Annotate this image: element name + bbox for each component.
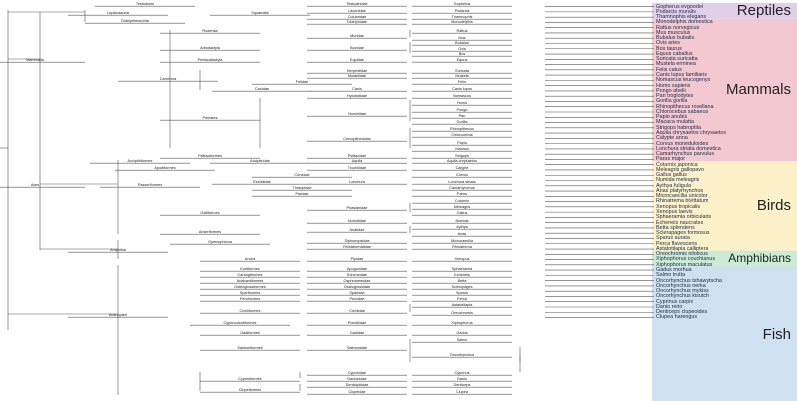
species-label: Papio anubis [656,114,688,121]
taxon-node-label: Accipitriformes [127,159,153,163]
species-label: Camarhynchus parvulus [656,151,715,158]
taxon-node-label: Cyprinodontiformes [223,321,257,325]
taxon-node-label: Osteoglossidae [343,285,371,289]
taxon-node-label: Macaca [455,147,469,151]
taxon-node-label: Pongo [456,108,468,112]
taxon-node-label: Danio [457,377,467,381]
taxon-node-label: Siphonopsidae [344,239,370,243]
taxon-node-label: Pan [458,114,466,118]
species-label: Gopherus evgoodei [656,3,704,10]
taxon-node-label: Felidae [295,80,309,84]
taxon-node-label: Passeriformes [137,183,163,187]
taxon-node-label: Artiodactyla [200,46,220,50]
species-label: Salmo trutta [656,272,686,279]
taxon-node-label: Clupea [455,390,469,394]
taxon-node-label: Salmo [456,338,468,342]
taxon-node-label: Didelphidae [346,20,368,24]
taxon-node-label: Podarcis [454,9,470,13]
species-label: Strigops habroptila [656,124,701,131]
taxon-node-label: Gallus [456,211,468,215]
taxon-node-label: Squamata [251,11,269,15]
taxon-node-label: Anas [457,232,467,236]
taxon-node-label: Bovidae [350,46,364,50]
taxon-node-label: Perissodactyla [197,58,223,62]
taxon-node-label: Gymnophiona [208,240,232,244]
taxon-node-label: Bos [458,52,466,56]
taxon-node-label: Cyprinus [454,371,470,375]
taxon-node-label: Cyprinidae [347,371,367,375]
taxon-node-label: Corvidae [294,173,310,177]
taxon-node-label: Hominidae [347,112,367,116]
taxon-node-label: Denticeps [453,383,471,387]
taxon-node-label: Canidae [254,87,270,91]
taxon-node-label: Muridae [350,34,364,38]
taxon-node-label: Pipidae [350,257,364,261]
taxon-node-label: Gadus [456,331,468,335]
species-label: Suricata suricatta [656,56,698,63]
taxon-node-label: Bubalus [455,41,469,45]
species-label: Denticeps clupeoides [656,309,708,316]
species-label: Numida meleagris [656,177,700,184]
taxon-node-label: Osphronemidae [343,279,371,283]
taxon-node-label: Coturnix [454,199,470,203]
taxon-node-label: Gadiformes [240,331,260,335]
species-label: Chlorocebus sabaeus [656,108,709,115]
taxon-node-label: Anura [244,257,256,261]
taxon-node-label: Anabantiformes [236,279,264,283]
taxon-node-label: Thamnophis [451,15,473,19]
taxon-node-label: Mammalia [26,58,44,62]
species-label: Bos taurus [656,45,682,52]
taxon-node-label: Gadidae [349,331,365,335]
taxon-node-label: Lepidosauria [107,11,129,15]
taxon-node-label: Perca [457,297,467,301]
species-label: Danio rerio [656,303,683,310]
species-label: Aythya fuligula [656,182,691,189]
taxon-node-label: Aves [30,183,40,187]
taxon-node-label: Danionidae [347,377,367,381]
taxon-node-label: Mus [458,36,466,40]
species-label: Sphaeramia orbicularis [656,214,712,221]
taxon-node-label: Thraupidae [292,186,312,190]
taxon-node-label: Equidae [350,58,364,62]
species-label: Astatotilapia calliptera [656,245,709,252]
species-label: Xiphophorus maculatus [656,261,713,268]
species-label: Oncorhynchus mykiss [656,288,709,295]
taxon-node-label: Hylobatidae [346,94,368,98]
taxon-node-label: Testudines [135,2,155,6]
taxon-node-label: Meleagris [453,205,471,209]
taxon-node-label: Camarhynchus [449,186,475,190]
taxon-node-label: Rodentia [202,29,218,33]
taxon-node-label: Oreochromis [451,311,473,315]
taxon-node-label: Cichlidae [349,309,365,313]
taxon-node-label: Echeneis [454,273,470,277]
species-label: Betta splendens [656,224,695,231]
species-label: Mustela erminea [656,61,696,68]
taxon-node-label: Psittacidae [347,154,367,158]
taxon-node-label: Denticipitidae [345,383,369,387]
species-label: Canis lupus familiaris [656,72,707,78]
species-label: Felis catus [656,66,682,73]
species-label: Anas platyrhynchos [656,187,704,194]
species-label: Mus musculus [656,29,691,36]
species-label: Oreochromis niloticus [656,251,708,258]
taxon-node-label: Didelphimorphia [121,19,149,23]
tree-branches [0,6,654,395]
species-label: Clupea harengus [656,314,698,321]
taxon-node-label: Psittaciformes [198,154,222,158]
species-label: Equus caballus [656,50,693,57]
taxon-node-label: Canis [352,87,362,91]
species-label: Xenopus laevis [656,209,693,216]
species-label: Rattus norvegicus [656,24,700,31]
taxon-node-label: Salmonidae [346,346,368,350]
taxon-node-label: Strigops [455,154,469,158]
taxon-node-label: Primates [202,116,218,120]
species-label: Lonchura striata domestica [656,145,721,152]
species-label: Gallus gallus [656,172,687,179]
species-label: Thamnophis elegans [656,14,707,21]
taxon-node-label: Salmoniformes [237,346,263,350]
species-label: Gadus morhua [656,267,692,273]
species-label: Coturnix japonica [656,161,698,168]
class-label-birds: Birds [756,196,791,214]
taxon-node-label: Kurtiformes [240,267,260,271]
species-label: Ovis aries [656,40,680,47]
species-label: Echeneis naucrates [656,219,704,226]
species-label: Rhinatrema bivittatum [656,198,709,205]
taxon-node-label: Cercopithecidae [343,137,371,141]
taxon-node-label: Apogonidae [346,267,368,271]
species-label: Homo sapiens [656,82,691,89]
taxon-node-label: Xenopus [454,257,470,261]
species-label: Macaca mulatta [656,119,695,126]
taxon-node-label: Homo [456,101,468,105]
taxon-node-label: Carnivora [159,77,177,81]
taxon-node-label: Rhinatrematidae [343,245,371,249]
species-label: Gorilla gorilla [656,98,688,105]
taxon-node-label: Sparidae [349,291,365,295]
species-label: Monodelphis domestica [656,19,713,26]
species-label: Pan troglodytes [656,93,694,100]
species-label: Meleagris gallopavo [656,166,704,173]
species-label: Sclerapages formosus [656,230,710,237]
species-label: Bubalus bubalis [656,35,695,42]
class-label-amphibians: Amphibians [728,251,791,266]
species-label: Pongo abelii [656,87,686,94]
taxon-node-label: Equus [456,58,468,62]
taxon-node-label: Betta [457,279,467,283]
taxon-node-label: Trochilidae [347,166,367,170]
species-label: Cyprinus carpio [656,298,694,305]
taxon-node-label: Aythya [456,225,468,229]
taxon-node-label: Amphibia [110,248,126,252]
taxon-node-label: Lacertidae [348,9,366,13]
species-label: Podarcis muralis [656,8,696,15]
taxon-node-label: Clupeiformes [238,388,262,392]
taxon-node-label: Echeneidae [346,273,368,277]
taxon-node-label: Aquila chrysaetos [447,159,477,163]
taxon-node-label: Mustelidae [347,74,367,78]
taxon-node-label: Herpestidae [346,69,368,73]
taxon-node-label: Colubridae [347,15,367,19]
taxon-node-label: Actinopteri [109,313,127,317]
taxon-node-label: Spariformes [239,291,261,295]
taxon-node-label: Osteoglossiformes [234,285,266,289]
taxon-node-label: Numididae [347,219,367,223]
taxon-node-label: Calypte [455,166,469,170]
taxon-node-label: Felis [457,80,467,84]
taxon-node-label: Monodelphis [451,20,473,24]
taxon-node-label: Sparus [455,291,469,295]
taxon-node-label: Nomascus [453,94,471,98]
taxon-node-label: Astatotilapia [451,303,473,307]
taxon-node-label: Clupeidae [348,390,366,394]
species-label: Oncorhynchus kisutch [656,293,710,300]
taxon-node-label: Rattus [456,29,468,33]
taxon-node-label: Gopherus [453,2,471,6]
taxon-node-label: Rhinatrema [452,245,472,249]
taxon-node-label: Scleropages [451,285,473,289]
species-label: Calypte anna [656,135,688,142]
species-label: Xiphophorus couchianus [656,256,716,263]
taxon-node-label: Rhinopithecus [449,127,475,131]
taxon-node-label: Aquila [351,159,363,163]
taxon-node-label: Papio [457,141,467,145]
taxon-node-label: Parus [457,192,467,196]
class-label-mammals: Mammals [725,80,791,98]
taxon-node-label: Lonchura [349,180,365,184]
taxon-node-label: Chlorocebus [451,133,473,137]
taxon-node-label: Percidae [349,297,365,301]
taxon-node-label: Anseriformes [198,230,222,234]
taxon-node-label: Mustela [455,74,469,78]
taxon-node-label: Canis lupus [452,87,472,91]
species-label: Oncorhynchus nerka [656,282,706,289]
taxon-node-label: Galliformes [200,211,220,215]
taxon-node-label: Estrildidae [253,180,271,184]
taxon-node-label: Phasianidae [346,206,368,210]
taxon-node-label: Ovis [458,47,466,51]
species-label: Oncorhynchus tshawytscha [656,277,722,284]
taxon-node-label: Carangiformes [237,273,263,277]
class-label-reptiles: Reptiles [736,1,791,19]
taxon-node-label: Cichliformes [239,309,261,313]
taxon-node-label: Apodiformes [154,166,176,170]
taxon-node-label: Poeciliidae [347,321,367,325]
taxon-node-label: Microcaecilia [451,239,473,243]
taxon-node-label: Cypriniformes [238,377,262,381]
species-label: Corvus moneduloides [656,140,709,147]
taxon-node-label: Sphaeramia [451,267,473,271]
species-label: Xenopus tropicalis [656,203,701,210]
taxon-node-label: Corvus [455,173,469,177]
taxon-node-label: Testudinidae [346,2,368,6]
taxon-node-label: Oncorhynchus [449,353,475,357]
species-label: Rhinopithecus roxellana [656,103,714,110]
class-label-fish: Fish [762,326,791,343]
species-label: Parus major [656,156,686,163]
species-label: Microcaecilia unicolor [656,193,708,200]
taxon-node-label: Accipitridae [250,159,270,163]
taxon-node-label: Lonchura striata [448,180,476,184]
taxon-node-label: Anatidae [349,228,365,232]
species-label: Sparus aurata [656,235,690,242]
taxon-node-label: Perciformes [239,297,261,301]
taxon-node-label: Suricata [455,69,469,73]
species-label: Nomascus leucogenys [656,77,711,84]
species-label: Aquila chrysaetos chrysaetos [656,129,727,136]
taxon-node-label: Gorilla [456,120,468,124]
taxon-node-label: Paridae [295,192,309,196]
species-label: Perca flavescens [656,240,698,247]
taxon-node-label: Xiphophorus [451,321,473,325]
taxon-node-label: Numida [455,219,469,223]
